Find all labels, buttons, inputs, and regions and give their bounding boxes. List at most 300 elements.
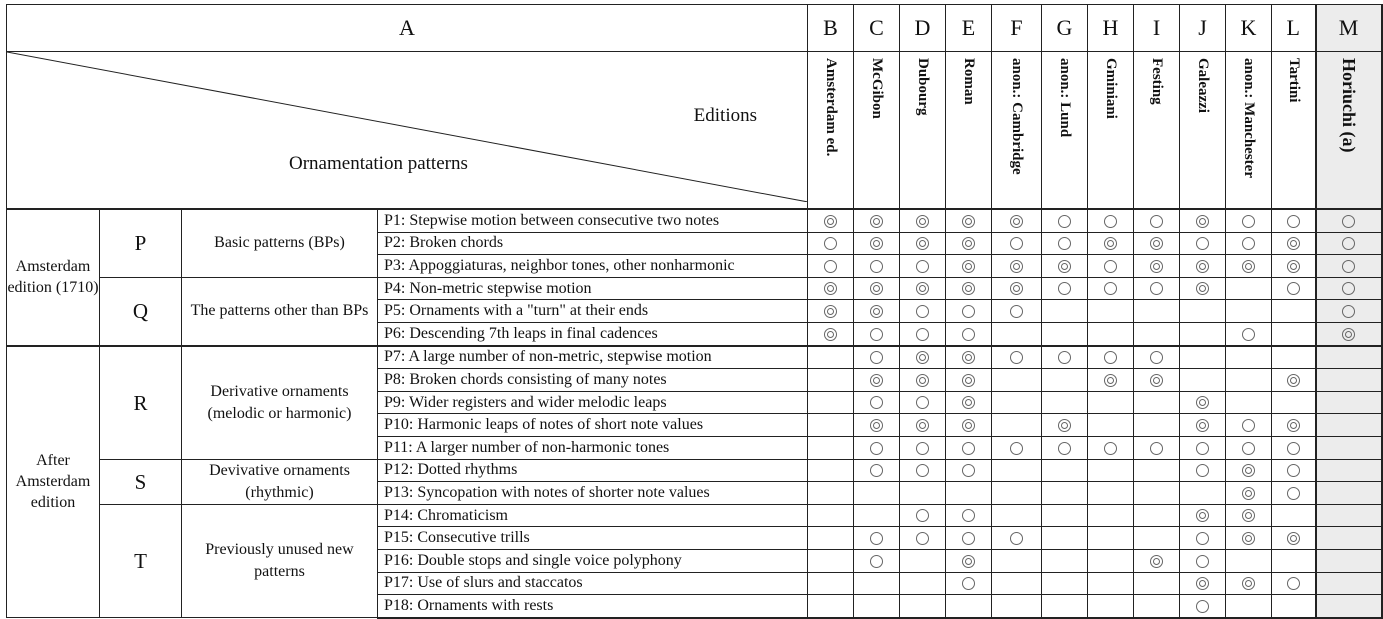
column-letter: B <box>808 5 854 52</box>
single-circle-mark <box>1010 442 1023 455</box>
mark-cell <box>1316 369 1382 392</box>
pattern-label: P9: Wider registers and wider melodic leaps <box>378 391 808 414</box>
column-letter: E <box>946 5 992 52</box>
pattern-label: P5: Ornaments with a "turn" at their ends <box>378 300 808 323</box>
mark-cell <box>946 482 992 505</box>
mark-cell <box>1042 414 1088 437</box>
category-description: The patterns other than BPs <box>182 277 378 345</box>
mark-cell <box>900 209 946 232</box>
pattern-label: P14: Chromaticism <box>378 504 808 527</box>
double-circle-mark <box>1196 282 1209 295</box>
mark-cell <box>1316 209 1382 232</box>
double-circle-mark <box>1287 237 1300 250</box>
pattern-label: P3: Appoggiaturas, neighbor tones, other nonharmonic <box>378 255 808 278</box>
mark-cell <box>1088 549 1134 572</box>
mark-cell <box>808 232 854 255</box>
mark-cell <box>1088 391 1134 414</box>
double-circle-mark <box>1150 237 1163 250</box>
mark-cell <box>900 300 946 323</box>
mark-cell <box>1134 391 1180 414</box>
single-circle-mark <box>870 351 883 364</box>
mark-cell <box>992 482 1042 505</box>
mark-cell <box>1226 459 1272 482</box>
double-circle-mark <box>962 419 975 432</box>
double-circle-mark <box>1058 260 1071 273</box>
mark-cell <box>1316 595 1382 618</box>
mark-cell <box>1316 346 1382 369</box>
mark-cell <box>1226 322 1272 345</box>
mark-cell <box>946 572 992 595</box>
mark-cell <box>992 504 1042 527</box>
mark-cell <box>1226 549 1272 572</box>
mark-cell <box>1180 277 1226 300</box>
mark-cell <box>1088 322 1134 345</box>
mark-cell <box>1316 300 1382 323</box>
mark-cell <box>992 232 1042 255</box>
mark-cell <box>1316 322 1382 345</box>
double-circle-mark <box>1010 260 1023 273</box>
editions-label: Editions <box>693 105 757 126</box>
mark-cell <box>900 504 946 527</box>
mark-cell <box>1088 369 1134 392</box>
mark-cell <box>854 459 900 482</box>
category-letter: Q <box>100 277 182 345</box>
pattern-label: P6: Descending 7th leaps in final cadences <box>378 322 808 345</box>
mark-cell <box>1180 255 1226 278</box>
table-row <box>7 277 1382 300</box>
edition-name: Gminiani <box>1088 52 1134 210</box>
mark-cell <box>854 209 900 232</box>
double-circle-mark <box>1287 260 1300 273</box>
mark-cell <box>1042 277 1088 300</box>
mark-cell <box>992 322 1042 345</box>
mark-cell <box>1088 459 1134 482</box>
category-description: Previously unused new patterns <box>182 504 378 617</box>
double-circle-mark <box>1196 419 1209 432</box>
mark-cell <box>808 549 854 572</box>
mark-cell <box>1134 549 1180 572</box>
pattern-label: P8: Broken chords consisting of many notes <box>378 369 808 392</box>
single-circle-mark <box>1196 237 1209 250</box>
mark-cell <box>900 391 946 414</box>
mark-cell <box>900 277 946 300</box>
double-circle-mark <box>962 260 975 273</box>
edition-name: anon.: Manchester <box>1226 52 1272 210</box>
edition-name: Tartini <box>1272 52 1316 210</box>
edition-group-label: After Amsterdam edition <box>7 346 100 618</box>
single-circle-mark <box>1196 600 1209 613</box>
mark-cell <box>1180 549 1226 572</box>
mark-cell <box>1180 527 1226 550</box>
mark-cell <box>1042 300 1088 323</box>
mark-cell <box>946 595 992 618</box>
double-circle-mark <box>824 305 837 318</box>
mark-cell <box>854 549 900 572</box>
mark-cell <box>1134 369 1180 392</box>
mark-cell <box>808 300 854 323</box>
double-circle-mark <box>916 237 929 250</box>
mark-cell <box>1134 595 1180 618</box>
mark-cell <box>808 277 854 300</box>
mark-cell <box>1180 459 1226 482</box>
mark-cell <box>900 595 946 618</box>
mark-cell <box>1088 436 1134 459</box>
mark-cell <box>854 322 900 345</box>
mark-cell <box>1180 482 1226 505</box>
single-circle-mark <box>870 532 883 545</box>
single-circle-mark <box>1058 237 1071 250</box>
mark-cell <box>946 255 992 278</box>
mark-cell <box>1180 209 1226 232</box>
edition-name: Amsterdam ed. <box>808 52 854 210</box>
mark-cell <box>1226 209 1272 232</box>
pattern-label: P2: Broken chords <box>378 232 808 255</box>
double-circle-mark <box>1104 374 1117 387</box>
single-circle-mark <box>1342 260 1355 273</box>
single-circle-mark <box>870 328 883 341</box>
table-row <box>7 459 1382 482</box>
pattern-label: P13: Syncopation with notes of shorter note values <box>378 482 808 505</box>
single-circle-mark <box>1104 351 1117 364</box>
column-letter: J <box>1180 5 1226 52</box>
mark-cell <box>1042 369 1088 392</box>
mark-cell <box>900 527 946 550</box>
double-circle-mark <box>824 282 837 295</box>
column-letter: F <box>992 5 1042 52</box>
mark-cell <box>1272 482 1316 505</box>
mark-cell <box>854 391 900 414</box>
mark-cell <box>854 436 900 459</box>
mark-cell <box>1180 504 1226 527</box>
column-letter: K <box>1226 5 1272 52</box>
double-circle-mark <box>916 215 929 228</box>
single-circle-mark <box>1104 442 1117 455</box>
mark-cell <box>1088 232 1134 255</box>
mark-cell <box>992 391 1042 414</box>
single-circle-mark <box>870 442 883 455</box>
mark-cell <box>1226 436 1272 459</box>
mark-cell <box>1134 255 1180 278</box>
single-circle-mark <box>1010 351 1023 364</box>
mark-cell <box>1272 391 1316 414</box>
category-letter: P <box>100 209 182 277</box>
mark-cell <box>992 527 1042 550</box>
single-circle-mark <box>1058 282 1071 295</box>
mark-cell <box>992 300 1042 323</box>
edition-name: Roman <box>946 52 992 210</box>
mark-cell <box>1226 572 1272 595</box>
double-circle-mark <box>1150 260 1163 273</box>
mark-cell <box>1180 572 1226 595</box>
double-circle-mark <box>1242 487 1255 500</box>
mark-cell <box>1088 255 1134 278</box>
mark-cell <box>900 414 946 437</box>
mark-cell <box>992 255 1042 278</box>
mark-cell <box>1134 482 1180 505</box>
double-circle-mark <box>1242 532 1255 545</box>
mark-cell <box>1316 504 1382 527</box>
mark-cell <box>992 209 1042 232</box>
mark-cell <box>900 346 946 369</box>
pattern-label: P10: Harmonic leaps of notes of short note values <box>378 414 808 437</box>
mark-cell <box>946 277 992 300</box>
mark-cell <box>808 209 854 232</box>
double-circle-mark <box>962 282 975 295</box>
mark-cell <box>1180 346 1226 369</box>
double-circle-mark <box>870 419 883 432</box>
double-circle-mark <box>1150 374 1163 387</box>
mark-cell <box>1042 255 1088 278</box>
category-description: Derivative ornaments (melodic or harmonic) <box>182 346 378 459</box>
mark-cell <box>1316 459 1382 482</box>
mark-cell <box>1088 300 1134 323</box>
single-circle-mark <box>870 464 883 477</box>
single-circle-mark <box>1287 442 1300 455</box>
mark-cell <box>946 391 992 414</box>
mark-cell <box>1134 209 1180 232</box>
pattern-label: P4: Non-metric stepwise motion <box>378 277 808 300</box>
mark-cell <box>1272 572 1316 595</box>
mark-cell <box>1180 369 1226 392</box>
mark-cell <box>1316 549 1382 572</box>
mark-cell <box>992 436 1042 459</box>
single-circle-mark <box>1010 532 1023 545</box>
edition-name: anon.: Lund <box>1042 52 1088 210</box>
mark-cell <box>992 369 1042 392</box>
mark-cell <box>1042 391 1088 414</box>
mark-cell <box>808 436 854 459</box>
double-circle-mark <box>1242 464 1255 477</box>
mark-cell <box>854 346 900 369</box>
mark-cell <box>1272 504 1316 527</box>
mark-cell <box>1088 414 1134 437</box>
double-circle-mark <box>1242 509 1255 522</box>
mark-cell <box>1316 232 1382 255</box>
mark-cell <box>1088 572 1134 595</box>
mark-cell <box>1226 346 1272 369</box>
mark-cell <box>1226 300 1272 323</box>
double-circle-mark <box>870 305 883 318</box>
mark-cell <box>1226 504 1272 527</box>
edition-group-label: Amsterdam edition (1710) <box>7 209 100 346</box>
mark-cell <box>1180 595 1226 618</box>
double-circle-mark <box>962 396 975 409</box>
double-circle-mark <box>870 237 883 250</box>
mark-cell <box>1088 482 1134 505</box>
table-row <box>7 346 1382 369</box>
single-circle-mark <box>916 532 929 545</box>
single-circle-mark <box>1196 442 1209 455</box>
single-circle-mark <box>1287 282 1300 295</box>
pattern-label: P1: Stepwise motion between consecutive two notes <box>378 209 808 232</box>
diagonal-header-cell <box>7 52 808 210</box>
mark-cell <box>900 459 946 482</box>
pattern-label: P7: A large number of non-metric, stepwise motion <box>378 346 808 369</box>
diagonal-line <box>7 52 808 202</box>
mark-cell <box>946 232 992 255</box>
double-circle-mark <box>916 282 929 295</box>
mark-cell <box>1316 391 1382 414</box>
double-circle-mark <box>1287 419 1300 432</box>
single-circle-mark <box>916 442 929 455</box>
edition-name: McGibon <box>854 52 900 210</box>
single-circle-mark <box>1342 215 1355 228</box>
double-circle-mark <box>1342 328 1355 341</box>
double-circle-mark <box>1287 374 1300 387</box>
single-circle-mark <box>1104 282 1117 295</box>
mark-cell <box>1316 277 1382 300</box>
double-circle-mark <box>1196 509 1209 522</box>
mark-cell <box>808 346 854 369</box>
mark-cell <box>854 527 900 550</box>
single-circle-mark <box>824 260 837 273</box>
double-circle-mark <box>1242 260 1255 273</box>
mark-cell <box>1180 232 1226 255</box>
double-circle-mark <box>1287 532 1300 545</box>
single-circle-mark <box>962 464 975 477</box>
mark-cell <box>1272 232 1316 255</box>
mark-cell <box>900 322 946 345</box>
mark-cell <box>1226 391 1272 414</box>
mark-cell <box>1088 346 1134 369</box>
single-circle-mark <box>1242 215 1255 228</box>
single-circle-mark <box>870 555 883 568</box>
mark-cell <box>1180 322 1226 345</box>
mark-cell <box>1272 322 1316 345</box>
mark-cell <box>1042 459 1088 482</box>
column-letter-row <box>7 5 1382 52</box>
double-circle-mark <box>1242 577 1255 590</box>
mark-cell <box>992 595 1042 618</box>
mark-cell <box>1134 572 1180 595</box>
single-circle-mark <box>962 509 975 522</box>
mark-cell <box>1042 549 1088 572</box>
mark-cell <box>1180 391 1226 414</box>
double-circle-mark <box>1196 260 1209 273</box>
single-circle-mark <box>1150 442 1163 455</box>
mark-cell <box>1042 527 1088 550</box>
mark-cell <box>808 391 854 414</box>
mark-cell <box>1272 369 1316 392</box>
single-circle-mark <box>916 509 929 522</box>
pattern-label: P11: A larger number of non-harmonic tones <box>378 436 808 459</box>
mark-cell <box>854 369 900 392</box>
mark-cell <box>1272 549 1316 572</box>
mark-cell <box>1316 527 1382 550</box>
single-circle-mark <box>1242 442 1255 455</box>
column-letter: C <box>854 5 900 52</box>
single-circle-mark <box>1010 305 1023 318</box>
single-circle-mark <box>1196 555 1209 568</box>
mark-cell <box>992 572 1042 595</box>
single-circle-mark <box>962 442 975 455</box>
mark-cell <box>1042 322 1088 345</box>
category-letter: R <box>100 346 182 459</box>
mark-cell <box>1226 595 1272 618</box>
mark-cell <box>1042 209 1088 232</box>
single-circle-mark <box>824 237 837 250</box>
mark-cell <box>854 300 900 323</box>
single-circle-mark <box>1287 215 1300 228</box>
mark-cell <box>1088 595 1134 618</box>
double-circle-mark <box>916 419 929 432</box>
table-row <box>7 209 1382 232</box>
mark-cell <box>900 482 946 505</box>
mark-cell <box>1226 277 1272 300</box>
double-circle-mark <box>962 351 975 364</box>
mark-cell <box>1134 346 1180 369</box>
double-circle-mark <box>824 215 837 228</box>
mark-cell <box>808 255 854 278</box>
single-circle-mark <box>1242 419 1255 432</box>
mark-cell <box>992 346 1042 369</box>
mark-cell <box>946 527 992 550</box>
mark-cell <box>992 277 1042 300</box>
mark-cell <box>854 255 900 278</box>
mark-cell <box>1042 232 1088 255</box>
edition-name: anon.: Cambridge <box>992 52 1042 210</box>
mark-cell <box>1134 436 1180 459</box>
single-circle-mark <box>1150 215 1163 228</box>
single-circle-mark <box>1150 351 1163 364</box>
mark-cell <box>808 322 854 345</box>
column-letter: H <box>1088 5 1134 52</box>
double-circle-mark <box>870 282 883 295</box>
single-circle-mark <box>1058 215 1071 228</box>
mark-cell <box>1134 459 1180 482</box>
single-circle-mark <box>1287 487 1300 500</box>
mark-cell <box>1272 277 1316 300</box>
mark-cell <box>1088 277 1134 300</box>
mark-cell <box>946 459 992 482</box>
column-letter: L <box>1272 5 1316 52</box>
mark-cell <box>854 232 900 255</box>
double-circle-mark <box>1010 215 1023 228</box>
editions-row <box>7 52 1382 210</box>
edition-name: Horiuchi (a) <box>1316 52 1382 210</box>
mark-cell <box>854 414 900 437</box>
single-circle-mark <box>1104 260 1117 273</box>
ornamentation-table <box>6 4 1383 619</box>
mark-cell <box>992 414 1042 437</box>
double-circle-mark <box>916 374 929 387</box>
mark-cell <box>1134 322 1180 345</box>
single-circle-mark <box>870 396 883 409</box>
mark-cell <box>900 549 946 572</box>
mark-cell <box>1272 209 1316 232</box>
mark-cell <box>992 549 1042 572</box>
mark-cell <box>808 414 854 437</box>
mark-cell <box>1042 595 1088 618</box>
double-circle-mark <box>1058 419 1071 432</box>
mark-cell <box>808 572 854 595</box>
double-circle-mark <box>962 215 975 228</box>
single-circle-mark <box>1242 328 1255 341</box>
mark-cell <box>946 300 992 323</box>
mark-cell <box>1226 414 1272 437</box>
table-row <box>7 504 1382 527</box>
edition-name: Dubourg <box>900 52 946 210</box>
mark-cell <box>1272 459 1316 482</box>
mark-cell <box>946 549 992 572</box>
mark-cell <box>854 504 900 527</box>
pattern-label: P16: Double stops and single voice polyphony <box>378 549 808 572</box>
mark-cell <box>1134 300 1180 323</box>
single-circle-mark <box>1196 464 1209 477</box>
mark-cell <box>1316 414 1382 437</box>
column-letter: A <box>7 5 808 52</box>
mark-cell <box>808 595 854 618</box>
